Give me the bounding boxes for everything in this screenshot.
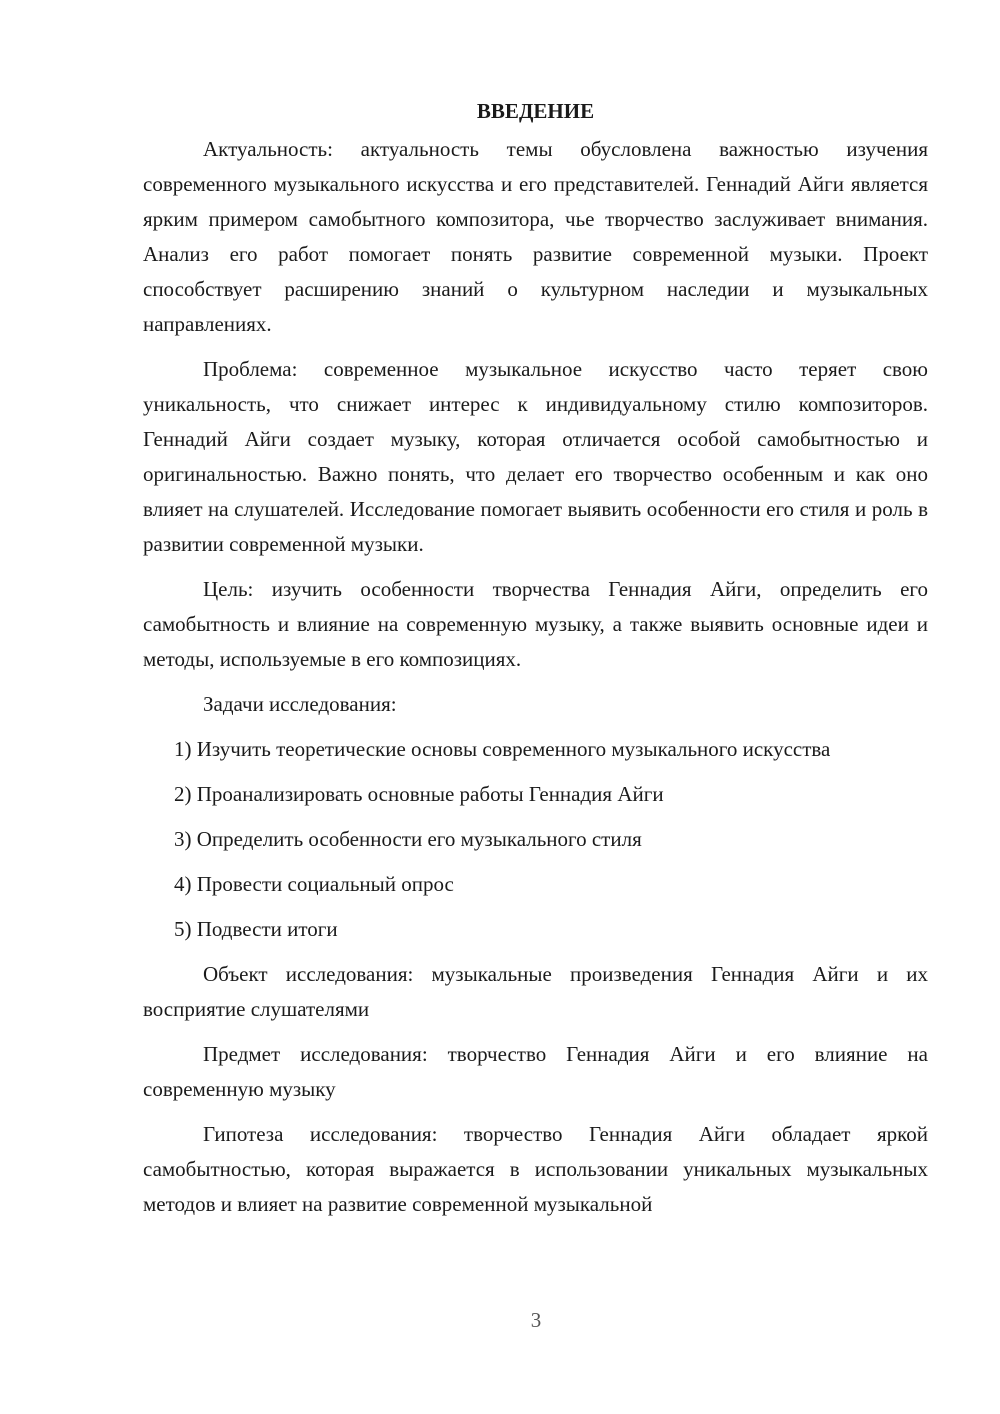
paragraph-goal: Цель: изучить особенности творчества Геннадия Айги, определить его самобытность и влияние на современную музыку, а также выявить основные идеи и методы, используемые в его композициях. [143, 577, 928, 671]
paragraph-tasks-heading: Задачи исследования: [203, 692, 397, 716]
page-number: 3 [530, 1308, 542, 1332]
task-list-item: 1) Изучить теоретические основы современного музыкального искусства [174, 737, 831, 761]
document-page [143, 94, 928, 1232]
task-list-item: 5) Подвести итоги [174, 917, 338, 941]
task-list-item: 3) Определить особенности его музыкального стиля [174, 827, 642, 851]
paragraph-hypothesis: Гипотеза исследования: творчество Геннадия Айги обладает яркой самобытностью, которая выражается в использовании уникальных музыкальных методов и влияет на развитие современной музыкальной [143, 1122, 928, 1216]
paragraph-subject: Предмет исследования: творчество Геннадия Айги и его влияние на современную музыку [143, 1042, 928, 1101]
paragraph-object: Объект исследования: музыкальные произведения Геннадия Айги и их восприятие слушателями [143, 962, 928, 1021]
task-list-item: 4) Провести социальный опрос [174, 872, 454, 896]
section-title: ВВЕДЕНИЕ [476, 99, 595, 123]
paragraph-relevance: Актуальность: актуальность темы обусловлена важностью изучения современного музыкального искусства и его представителей. Геннадий Айги является ярким примером самобытного композитора, чье творчество заслуживает внимания. Анализ его работ помогает понять развитие современной музыки. Проект способствует расширению знаний о культурном наследии и музыкальных направлениях. [143, 137, 928, 336]
paragraph-problem: Проблема: современное музыкальное искусство часто теряет свою уникальность, что снижает интерес к индивидуальному стилю композиторов. Геннадий Айги создает музыку, которая отличается особой самобытностью и оригинальностью. Важно понять, что делает его творчество особенным и как оно влияет на слушателей. Исследование помогает выявить особенности его стиля и роль в развитии современной музыки. [143, 357, 928, 556]
task-list-item: 2) Проанализировать основные работы Геннадия Айги [174, 782, 664, 806]
